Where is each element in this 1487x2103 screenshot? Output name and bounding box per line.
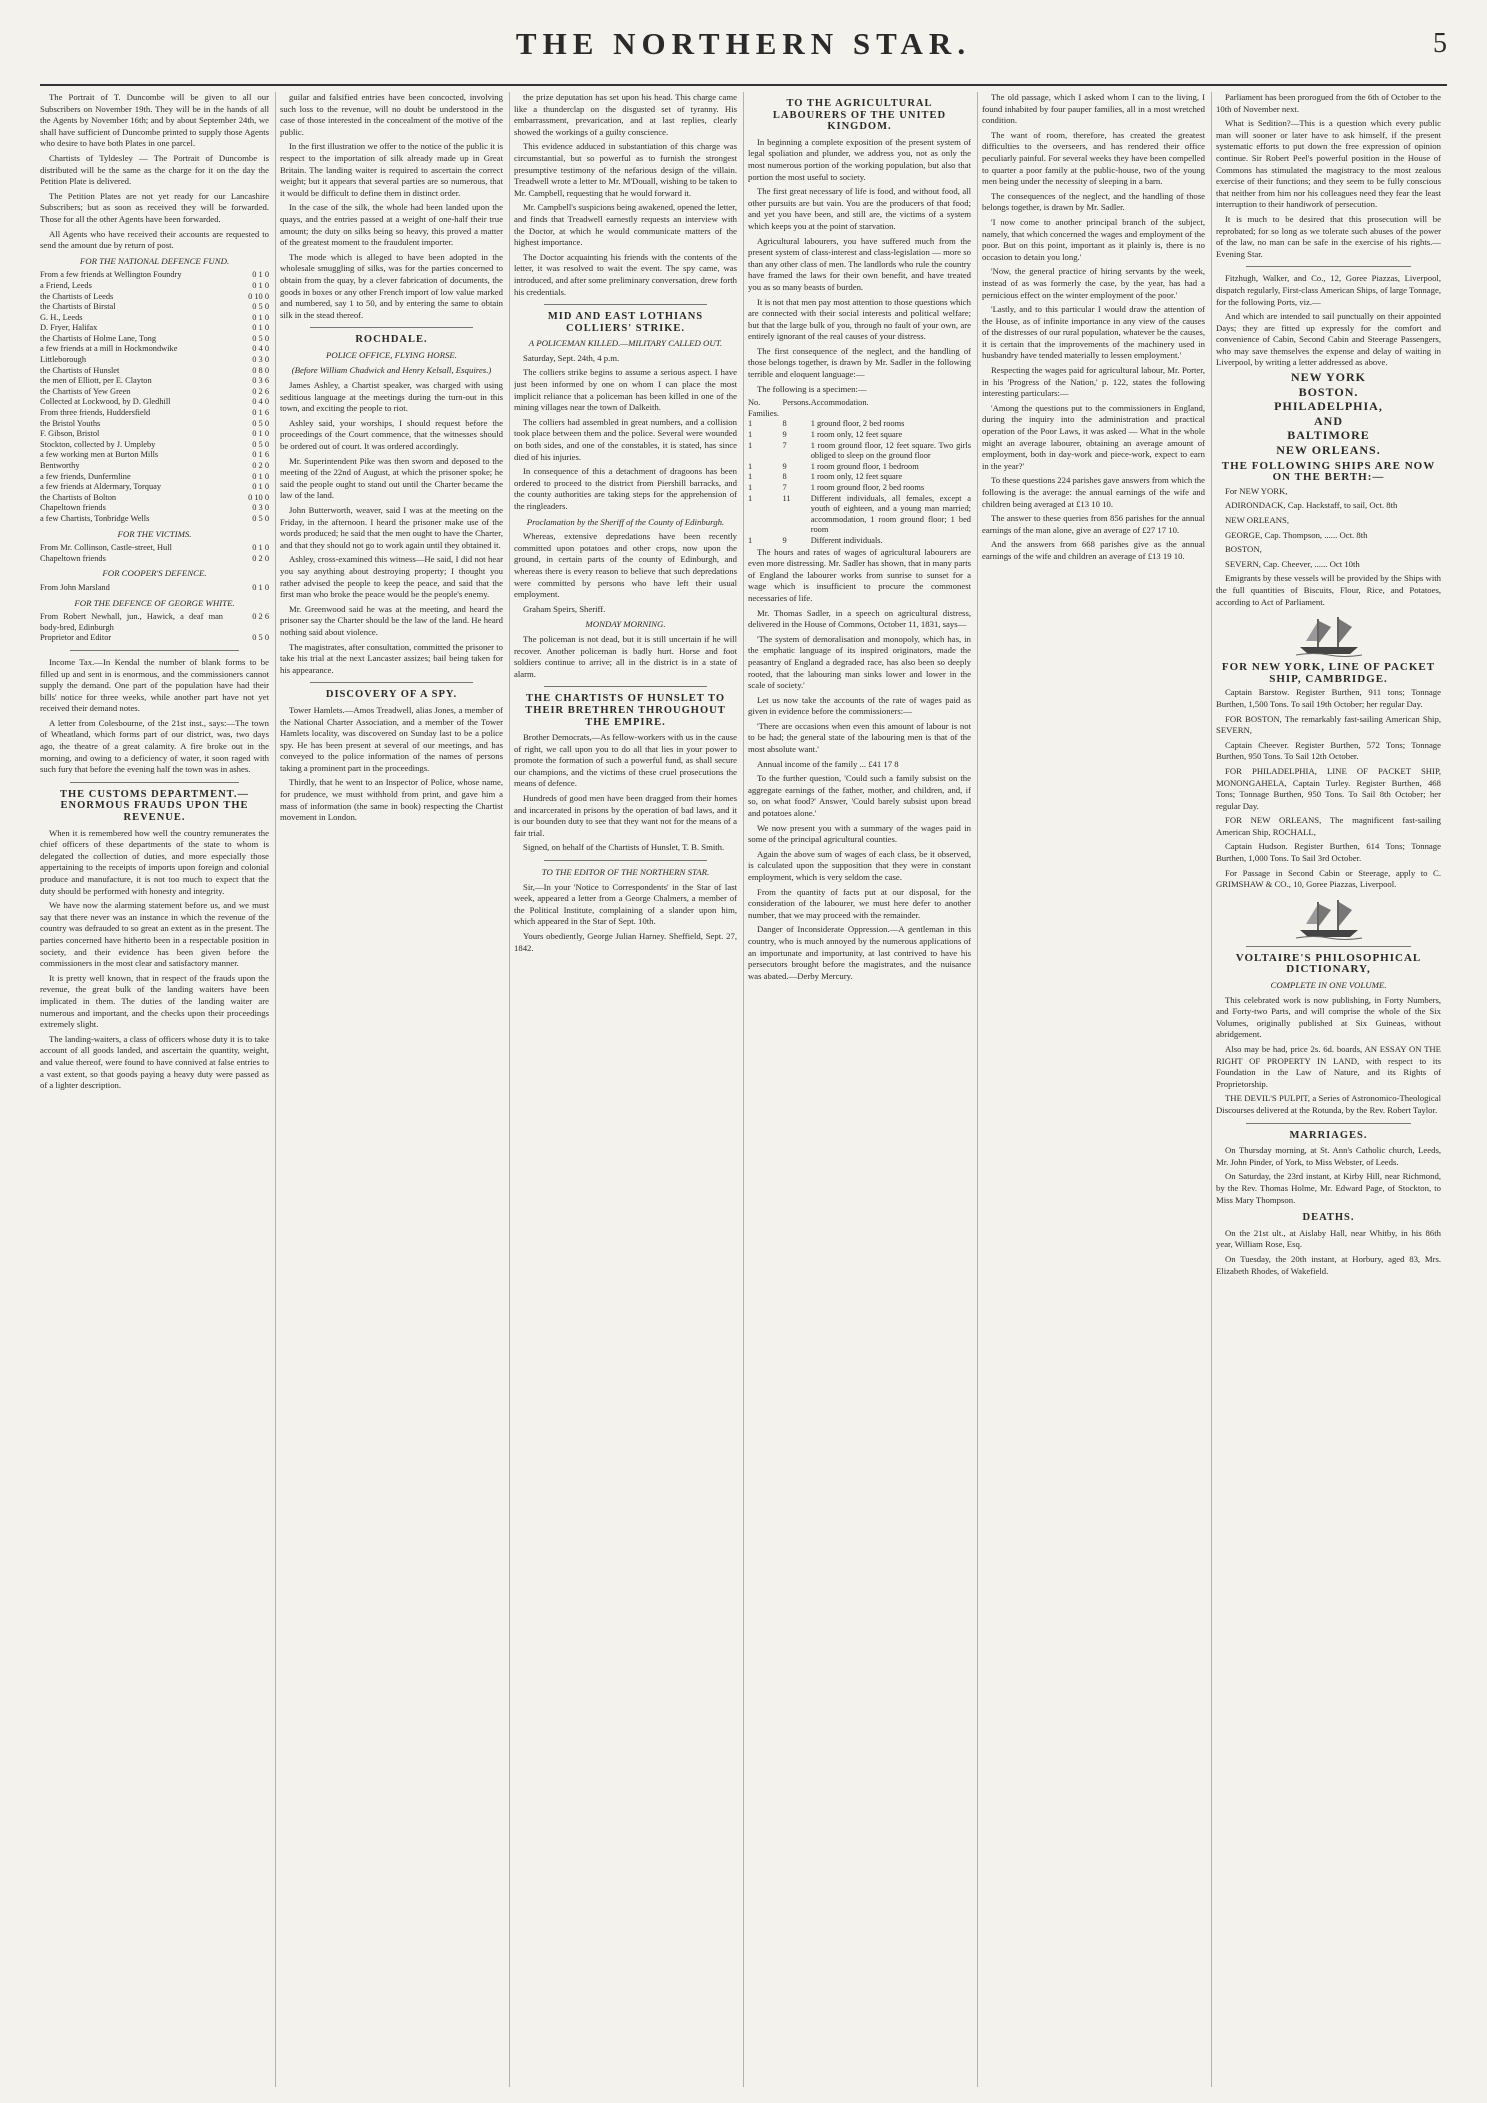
subscription-table (40, 543, 269, 564)
article-paragraph: Hundreds of good men have been dragged from their homes and incarcerated in prisons by the operation of bad laws, and it is our bounden duty to see that they want not for the means of a fair trial. (514, 793, 737, 838)
divider-rule (544, 860, 707, 861)
table-cell: 1 (748, 472, 753, 482)
subscription-row (40, 440, 269, 451)
subscription-amount: 0 1 6 (252, 450, 269, 460)
subscription-amount: 0 5 0 (252, 633, 269, 643)
subscription-amount: 0 5 0 (252, 513, 269, 523)
subscription-amount: 0 2 6 (252, 612, 269, 622)
subscription-row (40, 583, 269, 594)
subscription-row (40, 472, 269, 483)
subscription-row (40, 270, 269, 281)
advert-paragraph: Captain Cheever. Register Burthen, 572 Tons; Tonnage Burthen, 950 Tons. To Sail 12th October. (1216, 739, 1441, 762)
subscription-row (40, 334, 269, 345)
subscription-amount: 0 1 0 (252, 280, 269, 290)
article-paragraph: We now present you with a summary of the wages paid in some of the principal agricultural counties. (748, 822, 971, 845)
victims-title: FOR THE VICTIMS. (117, 528, 192, 539)
table-cell: 9 (782, 430, 787, 440)
notice-paragraph: Chartists of Tyldesley — The Portrait of Duncombe is distributed will be the same as the charge for it on the day the Petition Plate is delivered. (40, 152, 269, 187)
article-paragraph: the prize deputation has set upon his head. This charge came like a thunderclap on the disgusted set of tyranny. His embarrassment, prevarication, and at last replies, clearly showed the workings of a guilty conscience. (514, 92, 737, 137)
fund-title: FOR THE NATIONAL DEFENCE FUND. (79, 255, 230, 266)
port-and: AND (1314, 413, 1343, 428)
article-paragraph: Thirdly, that he went to an Inspector of Police, whose name, for prudence, we must withhold from print, and gave him a mass of information (the same in book) respecting the Chartist movement in London. (280, 777, 503, 823)
subscription-row (40, 461, 269, 472)
subscription-row (40, 633, 269, 644)
ship-listing: ADIRONDACK, Cap. Hackstaff, to sail, Oct. 8th (1225, 500, 1398, 511)
article-paragraph: Ashley said, your worships, I should request before the proceedings of the Court commence, that the witnesses should be ordered out of court. It was ordered accordingly. (280, 417, 503, 452)
columns (40, 92, 1447, 2087)
table-row (748, 483, 971, 494)
subscription-label: a few friends, Dunfermline (40, 471, 131, 481)
subscription-label: the Chartists of Hunslet (40, 365, 120, 375)
subscription-row (40, 543, 269, 554)
lothians-headline: MID AND EAST LOTHIANS COLLIERS' STRIKE. (547, 311, 704, 334)
table-header-cell: No. Families. (748, 398, 779, 418)
subscription-row (40, 429, 269, 440)
subscription-amount: 0 1 0 (252, 482, 269, 492)
subscription-amount: 0 1 0 (252, 471, 269, 481)
article-paragraph: In the case of the silk, the whole had been landed upon the quays, and the entries passed at a weight of one-half their true amount; the duty on silks being so heavy, this proved a matter of the greatest moment to the fraudulent importer. (280, 202, 503, 248)
subscription-amount: 0 2 0 (252, 461, 269, 470)
article-paragraph: The colliers strike begins to assume a serious aspect. I have just been informed by one on whom I can place the most implicit reliance that a policeman has been killed in one of the mining villages near the town of Dalkeith. (514, 367, 737, 413)
monday-title: MONDAY MORNING. (585, 619, 666, 630)
table-header (748, 398, 971, 419)
advert-paragraph: Also may be had, price 2s. 6d. boards, AN ESSAY ON THE RIGHT OF PROPERTY IN LAND, with respect to its Foundation in the Law of Nature, and its Rights of Proprietorship. (1216, 1044, 1441, 1089)
article-paragraph: The first great necessary of life is food, and without food, all other pursuits are but vain. You are the producers of that food; and yet you have been, and still are, the victims of a system which keeps you at the point of starvation. (748, 186, 971, 231)
table-cell: 1 (748, 440, 753, 450)
article-paragraph: Signed, on behalf of the Chartists of Hunslet, T. B. Smith. (523, 842, 725, 853)
port-new-york: NEW YORK (1290, 370, 1366, 385)
table-cell: 1 (748, 419, 753, 429)
subscription-label: F. Gibson, Bristol (40, 429, 100, 439)
subscription-row (40, 302, 269, 313)
notice-paragraph: The Petition Plates are not yet ready for our Lancashire Subscribers; but as soon as received they will be forwarded. Those for all the other Agents have been forwarded. (40, 190, 269, 224)
divider-rule (70, 782, 239, 783)
article-paragraph: What is Sedition?—This is a question which every public man will sooner or later have to ask himself, if the present systematic efforts to put down the free expression of opinion continue. Sir Robert Peel's powerful position in the House of Commons has stimulated the magistracy to the most zealous exercise of their functions; and they seem to be fully conscious that neither from him nor his colleagues need they fear the least interruption to their handiwork of persecution. (1216, 118, 1441, 210)
advert-paragraph: FOR PHILADELPHIA, LINE OF PACKET SHIP, MONONGAHELA, Captain Turley. Register Burthen, 468 Tons; Tonnage Burthen, 950 Tons. To Sail 8th October; her regular Day. (1216, 765, 1441, 811)
article-paragraph: The hours and rates of wages of agricultural labourers are even more distressing. Mr. Sadler has shown, that in many parts of England the labourer works from sunrise to sunset for a wage which is insufficient to procure the commonest necessaries of life. (748, 546, 971, 603)
column-3 (514, 92, 744, 2087)
article-paragraph: Graham Speirs, Sheriff. (523, 603, 606, 614)
subscription-amount: 0 5 0 (252, 302, 269, 312)
subscription-amount: 0 2 0 (252, 553, 269, 563)
subscription-row (40, 408, 269, 419)
article-paragraph: Sir,—In your 'Notice to Correspondents' in the Star of last week, appeared a letter from a George Chalmers, a member of the Political Institute, complaining of a slander upon him, which appeared in the Star of Sept. 10th. (514, 881, 737, 927)
subscription-amount: 0 3 0 (252, 355, 269, 365)
article-paragraph: In beginning a complete exposition of the present system of legal spoliation and plunder, we address you, not as only the most numerous portion of the working population, but also that portion the most useful to society. (748, 136, 971, 182)
table-cell: 1 (748, 430, 753, 440)
notice-paragraph: On the 21st ult., at Aislaby Hall, near Whitby, in his 86th year, William Rose, Esq. (1216, 1227, 1441, 1250)
port-new-orleans: NEW ORLEANS. (1276, 443, 1381, 458)
subscription-row (40, 493, 269, 504)
advert-paragraph: For Passage in Second Cabin or Steerage, apply to C. GRIMSHAW & CO., 10, Goree Piazzas, Liverpool. (1216, 867, 1441, 890)
table-cell: 9 (782, 461, 787, 471)
article-paragraph: guilar and falsified entries have been concocted, involving such loss to the revenue, will no doubt be understood in the case of those interested in the concealment of the motive of the public. (280, 92, 503, 137)
subscription-row (40, 355, 269, 366)
lothians-subhead: A POLICEMAN KILLED.—MILITARY CALLED OUT. (528, 338, 723, 349)
marriages-heading: MARRIAGES. (1289, 1129, 1368, 1141)
subscription-table (40, 612, 269, 644)
subscription-label: Stockton, collected by J. Umpleby (40, 439, 156, 449)
article-paragraph: The landing-waiters, a class of officers whose duty it is to take account of all goods landed, and ascertain the quantity, weight, and value thereof, were found to have connived at false entries to a vast extent, so that goods paying a heavy duty were passed as of a lighter description. (40, 1033, 269, 1091)
subscription-label: D. Fryer, Halifax (40, 323, 98, 333)
ship-engraving-icon (1294, 896, 1364, 940)
advert-paragraph: FOR BOSTON, The remarkably fast-sailing American Ship, SEVERN, (1216, 713, 1441, 736)
subscription-label: From Robert Newhall, jun., Hawick, a deaf man body-bred, Edinburgh (40, 612, 223, 632)
article-paragraph: This evidence adduced in substantiation of this charge was circumstantial, but so powerful as to furnish the strongest presumptive testimony of the nefarious design of the villain. Treadwell wrote a letter to Mr. M'Douall, wishing to be taken to Mr. Campbell, requesting that he would forward it. (514, 141, 737, 198)
subscription-label: From Mr. Collinson, Castle-street, Hull (40, 543, 172, 553)
article-paragraph: In the first illustration we offer to the notice of the public it is respect to the importation of silk already made up in Great Britain. The landing waiter is required to ascertain the correct weight; but it appears that several parties are so numerous, that it would be difficult to define them in distinct order. (280, 141, 503, 198)
article-paragraph: Income Tax.—In Kendal the number of blank forms to be filled up and sent in is enormous, and the commissioners cannot supply the demand. One part of the population have had their bills' notice for three weeks, while another part have not yet received their demand notes. (40, 656, 269, 714)
article-paragraph: 'Now, the general practice of hiring servants by the week, instead of as was formerly the case, by the year, has had a pernicious effect on the winter employment of the poor.' (982, 266, 1205, 300)
ship-listing: NEW ORLEANS, (1225, 515, 1290, 525)
subscription-row (40, 376, 269, 387)
subscription-label: Collected at Lockwood, by D. Gledhill (40, 397, 171, 407)
article-paragraph: And the answers from 668 parishes give as the annual earnings of the wife and children an average of £13 19 10. (982, 539, 1205, 561)
article-paragraph: Agricultural labourers, you have suffered much from the present system of class-interest and class-legislation — more so than any other class of men. The landlords who rule the country have framed the laws for their own benefit, and have treated you as so many beasts of burden. (748, 235, 971, 292)
subscription-row (40, 612, 269, 633)
subscription-label: G. H., Leeds (40, 312, 83, 322)
article-paragraph: 'Lastly, and to this particular I would draw the attention of the House, as of infinite importance in any view of the causes of the distresses of our rural population, whatever be the causes, it is certain that the improvements of the machinery used in husbandry have tended materially to lessen employment.' (982, 304, 1205, 361)
subscription-label: the Chartists of Bolton (40, 492, 117, 502)
article-paragraph: We have now the alarming statement before us, and we must say that there never was an instance in which the revenue of the country was defrauded to so great an extent as in the present. The parties concerned have hitherto been in a respectable position in society, and their evidence has been given before the commissioners in the most clear and satisfactory manner. (40, 900, 269, 969)
table-row (748, 462, 971, 473)
ship-listing: GEORGE, Cap. Thompson, ...... Oct. 8th (1225, 529, 1368, 540)
table-cell: 7 (782, 483, 787, 492)
advert-paragraph: FOR NEW ORLEANS, The magnificent fast-sailing American Ship, ROCHALL, (1216, 815, 1441, 837)
article-paragraph: Brother Democrats,—As fellow-workers with us in the cause of right, we call upon you to do all that lies in your power to promote the formation of such a powerful fund, as shall secure our champions, and the victims of these cruel prosecutions the means of defence. (514, 732, 737, 789)
subscription-label: the Chartists of Yew Green (40, 386, 131, 396)
article-paragraph: The mode which is alleged to have been adopted in the wholesale smuggling of silks, was for the parties concerned to obtain from the quay, by a clever fabrication of documents, the goods in boxes or any other French import of low value marked and numbered, say 1 to 50, and by entering the same to obtain silk in the stead thereof. (280, 251, 503, 320)
subscription-amount: 0 1 0 (252, 543, 269, 553)
ship-engraving-icon (1294, 613, 1364, 657)
table-cell: Different individuals. (810, 535, 883, 545)
subscription-label: a Friend, Leeds (40, 280, 92, 290)
article-paragraph: Saturday, Sept. 24th, 4 p.m. (523, 352, 620, 363)
subscription-label: From a few friends at Wellington Foundry (40, 270, 182, 280)
subscription-amount: 0 10 0 (248, 492, 269, 502)
editor-letter-title: TO THE EDITOR OF THE NORTHERN STAR. (541, 867, 710, 878)
advert-paragraph: Captain Barstow. Register Burthen, 911 tons; Tonnage Burthen, 1,500 Tons. To sail 19th October; her regular Day. (1216, 687, 1441, 709)
article-paragraph: Respecting the wages paid for agricultural labour, Mr. Porter, in his 'Progress of the Nation,' p. 122, states the following interesting particulars:— (982, 365, 1205, 399)
rochdale-subhead: POLICE OFFICE, FLYING HORSE. (325, 349, 458, 360)
subscription-label: Chapeltown friends (40, 503, 106, 513)
table-cell: 1 (748, 535, 753, 545)
subscription-label: the men of Elliott, per E. Clayton (40, 376, 152, 386)
subscription-amount: 0 1 6 (252, 408, 269, 418)
subscription-row (40, 503, 269, 514)
table-row (748, 494, 971, 536)
divider-rule (1246, 946, 1411, 947)
divider-rule (310, 327, 473, 328)
divider-rule (310, 682, 473, 683)
voltaire-subtitle: COMPLETE IN ONE VOLUME. (1270, 980, 1387, 991)
column-6 (1216, 92, 1447, 2087)
article-paragraph: It is much to be desired that this prosecution will be reprobated; for so long as we tolerate such abuses of the power of the law, no man can be safe in the exercise of his rights.—Evening Star. (1216, 213, 1441, 259)
advert-paragraph: Captain Hudson. Register Burthen, 614 Tons; Tonnage Burthen, 1,000 Tons. To Sail 3rd October. (1216, 841, 1441, 864)
subscription-amount: 0 2 6 (252, 386, 269, 396)
article-paragraph: Tower Hamlets.—Amos Treadwell, alias Jones, a member of the National Charter Association, and a member of the Tower Hamlets locality, was discovered on Sunday last to be a police spy. He has been present at several of our meetings, and has conveyed to the police information of the names of persons taking a prominent part in the proceedings. (280, 704, 503, 773)
subscription-amount: 0 1 0 (252, 270, 269, 280)
subscription-row (40, 482, 269, 493)
table-cell: 7 (782, 440, 787, 450)
subscription-row (40, 344, 269, 355)
column-1 (40, 92, 276, 2087)
article-paragraph: A letter from Colesbourne, of the 21st inst., says:—The town of Wheatland, which forms part of our district, was, two days ago, the theatre of a great calamity. A fire broke out in the morning, and owing to a deficiency of water, it soon raged with such fury that before the evening half the town was in ashes. (40, 717, 269, 775)
divider-rule (544, 304, 707, 305)
subscription-row (40, 397, 269, 408)
article-paragraph: The magistrates, after consultation, committed the prisoner to take his trial at the next Lancaster assizes; bail being taken for his appearance. (280, 641, 503, 675)
article-paragraph: The following is a specimen:— (757, 383, 867, 394)
table-cell: Different individuals, all females, except a youth of eighteen, and a young man married; accommodation, 1 room ground floor; 1 bed room (810, 493, 971, 535)
voltaire-title: VOLTAIRE'S PHILOSOPHICAL DICTIONARY, (1235, 951, 1422, 976)
column-2 (280, 92, 510, 2087)
subscription-amount: 0 1 0 (252, 323, 269, 333)
subscription-label: Bentworthy (40, 461, 80, 470)
subscription-label: the Chartists of Holme Lane, Tong (40, 333, 157, 343)
table-cell: 1 room ground floor, 2 bed rooms (810, 483, 925, 492)
coopers-title: FOR COOPER'S DEFENCE. (102, 568, 207, 579)
article-paragraph: Yours obediently, George Julian Harney. Sheffield, Sept. 27, 1842. (514, 931, 737, 953)
subscription-amount: 0 1 0 (252, 312, 269, 322)
rochdale-headline: ROCHDALE. (355, 334, 428, 346)
table-cell: 8 (782, 419, 787, 429)
article-paragraph: Danger of Inconsiderate Oppression.—A gentleman in this country, who is much annoyed by the numerous applications of an importunate and importunity, at last contrived to have his persecutors brought before the magistrates, and the nuisance was abated.—Derby Mercury. (748, 924, 971, 981)
subscription-amount: 0 4 0 (252, 344, 269, 354)
ships-berth-title: THE FOLLOWING SHIPS ARE NOW ON THE BERTH:— (1221, 459, 1436, 484)
article-paragraph: It is pretty well known, that in respect of the frauds upon the revenue, the great bulk of the landing waiters have been implicated in them. The duties of the landing waiter are numerous and important, and the checks upon their proceedings extremely slight. (40, 972, 269, 1030)
article-paragraph: 'I now come to another principal branch of the subject, namely, that which concerned the wages and employment of the poor. But on this point, important as it plainly is, there is no occasion to detain you long.' (982, 216, 1205, 262)
table-cell: 1 (748, 493, 753, 503)
article-paragraph: The colliers had assembled in great numbers, and a collision took place between them and the police. Several were wounded on both sides, and one of the constables, it is stated, has since died of his injuries. (514, 416, 737, 462)
subscription-label: the Bristol Youths (40, 418, 101, 428)
advert-paragraph: THE DEVIL'S PULPIT, a Series of Astronomico-Theological Discourses delivered at the Rotunda, by the Rev. Robert Taylor. (1216, 1093, 1441, 1115)
column-4 (748, 92, 978, 2087)
subscription-amount: 0 5 0 (252, 333, 269, 343)
subscription-row (40, 419, 269, 430)
subscription-amount: 0 10 0 (248, 291, 269, 301)
page-number: 5 (1433, 28, 1447, 59)
advert-paragraph: This celebrated work is now publishing, in Forty Numbers, and Forty-two Parts, and will comprise the whole of the Six Volumes, originally published at Six Guineas, without abridgement. (1216, 994, 1441, 1040)
article-paragraph: Whereas, extensive depredations have been recently committed upon potatoes and other crops, now upon the ground, in certain parts of the county of Edinburgh, and whereas there is every reason to believe that such depredations were committed by persons who have left their usual employment. (514, 531, 737, 600)
notice-paragraph: On Saturday, the 23rd instant, at Kirby Hill, near Richmond, by the Rev. Thomas Holme, Mr. Edward Page, of Stockton, to Miss Mary Thompson. (1216, 1171, 1441, 1205)
subscription-amount: 0 5 0 (252, 439, 269, 449)
table-cell: 1 room only, 12 feet square (810, 472, 903, 482)
subscription-amount: 0 4 0 (252, 397, 269, 407)
table-cell: 1 ground floor, 2 bed rooms (810, 419, 905, 429)
subscription-label: From three friends, Huddersfield (40, 408, 151, 418)
divider-rule (70, 650, 239, 651)
article-paragraph: The Doctor acquainting his friends with the contents of the letter, it was resolved to wait the event. The spy came, was introduced, and after some preliminary conversation, drew forth his credentials. (514, 251, 737, 297)
subscription-amount: 0 3 6 (252, 376, 269, 386)
article-paragraph: To the further question, 'Could such a family subsist on the aggregate earnings of the father, mother, and children, and, if so, on what food?' Answer, 'Could barely subsist upon bread and potatoes alone.' (748, 773, 971, 819)
ship-listing: Emigrants by these vessels will be provided by the Ships with the full quantities of Biscuits, Flour, Rice, and Potatoes, according to Act of Parliament. (1216, 573, 1441, 607)
advert-paragraph: Fitzhugh, Walker, and Co., 12, Goree Piazzas, Liverpool, dispatch regularly, First-class American Ships, of large Tonnage, for the following Ports, viz.— (1216, 273, 1441, 307)
table-row (748, 472, 971, 483)
article-paragraph: James Ashley, a Chartist speaker, was charged with using seditious language at the meetings during the turn-out in this town, and exciting the people to riot. (280, 380, 503, 414)
article-paragraph: From the quantity of facts put at our disposal, for the consideration of the labourer, we must here defer to another number, that we may proceed with the remainder. (748, 886, 971, 920)
table-cell: 8 (782, 472, 787, 482)
column-5 (982, 92, 1212, 2087)
subscription-amount: 0 5 0 (252, 418, 269, 428)
table-row (748, 430, 971, 441)
defence-title: FOR THE DEFENCE OF GEORGE WHITE. (74, 597, 235, 608)
subscription-row (40, 366, 269, 377)
notice-paragraph: All Agents who have received their accounts are requested to send the amount due by return of post. (40, 228, 269, 251)
table-row (748, 419, 971, 430)
subscription-label: a few Chartists, Tonbridge Wells (40, 513, 150, 523)
packet-line-title: FOR NEW YORK, LINE OF PACKET SHIP, CAMBRIDGE. (1221, 661, 1436, 685)
article-paragraph: The policeman is not dead, but it is still uncertain if he will recover. Another policeman is badly hurt. Horse and foot soldiers continue to arrive; all in the district is in a state of alarm. (514, 633, 737, 679)
subscription-label: the Chartists of Birstal (40, 302, 116, 312)
article-paragraph: To these questions 224 parishes gave answers from which the following is the average: the annual earnings of the wife and children being averaged at £13 10 10. (982, 475, 1205, 509)
proclamation-title: Proclamation by the Sheriff of the County of Edinburgh. (526, 516, 725, 527)
article-paragraph: Mr. Greenwood said he was at the meeting, and heard the prisoner say the Charter should be the law of the land. He heard nothing said about violence. (280, 603, 503, 637)
subscription-amount: 0 1 0 (252, 429, 269, 439)
subscription-label: a few friends at Aldermary, Torquay (40, 482, 162, 492)
port-philadelphia: PHILADELPHIA, (1274, 399, 1383, 414)
subscription-label: a few friends at a mill in Hockmondwike (40, 344, 178, 354)
article-paragraph: Mr. Campbell's suspicions being awakened, opened the letter, and finds that Treadwell earnestly requests an interview with the Doctor, at which he would communicate matters of the highest importance. (514, 202, 738, 248)
subscription-row (40, 281, 269, 292)
ship-listing: BOSTON, (1225, 544, 1262, 555)
article-paragraph: In consequence of this a detachment of dragoons has been ordered to proceed to the district from Piershill barracks, and the county authorities are taking steps for the apprehension of the ringleaders. (514, 466, 737, 511)
table-cell: 1 room ground floor, 1 bedroom (810, 461, 919, 471)
article-paragraph: 'The system of demoralisation and monopoly, which has, in the emphatic language of its inspired originators, made the peasantry of England a degraded race, has also been so deeply rooted, that the labouring man sinks lower and lower in the scale of society.' (748, 633, 971, 691)
table-cell: 9 (782, 535, 787, 545)
advert-paragraph: And which are intended to sail punctually on their appointed Days; they are fitted up expressly for the comfort and convenience of Cabin, Second Cabin and Steerage Passengers, who may save themselves the expense and delay of waiting in Liverpool, by writing a letter addressed as above. (1216, 311, 1441, 368)
port-boston: BOSTON. (1298, 384, 1359, 399)
customs-headline: THE CUSTOMS DEPARTMENT.—ENORMOUS FRAUDS UPON THE REVENUE. (59, 788, 250, 824)
divider-rule (544, 686, 707, 687)
subscription-row (40, 387, 269, 398)
notice-paragraph: The Portrait of T. Duncombe will be given to all our Subscribers on November 19th. They will be in the hands of all the Agents by November 16th; and by about September 24th, we shall have sufficient of Duncombe printed to supply those Agents who desire to have both Plates in one parcel. (40, 92, 269, 149)
article-paragraph: It is not that men pay most attention to those questions which are connected with their social interests and political welfare; but that the large bulk of you, through no fault of your own, are entirely ignorant of the real causes of your distress. (748, 296, 971, 342)
labourers-headline: TO THE AGRICULTURAL LABOURERS OF THE UNITED KINGDOM. (772, 98, 947, 133)
subscription-label: Chapeltown friends (40, 553, 106, 563)
subscription-label: the Chartists of Leeds (40, 291, 114, 301)
article-paragraph: John Butterworth, weaver, said I was at the meeting on the Friday, in the afternoon. I heard the prisoner make use of the words produced; he said that the men ought to have the Charter, and that they should not go to work again until they obtained it. (280, 505, 503, 550)
subscription-row (40, 323, 269, 334)
notice-paragraph: On Thursday morning, at St. Ann's Catholic church, Leeds, Mr. John Pinder, of York, to Miss Webster, of Leeds. (1216, 1145, 1441, 1167)
subscription-amount: 0 8 0 (252, 365, 269, 375)
article-paragraph: Mr. Thomas Sadler, in a speech on agricultural distress, delivered in the House of Commons, October 11, 1831, says— (748, 607, 971, 630)
subscription-label: Littleborough (40, 355, 87, 365)
article-paragraph: Let us now take the accounts of the rate of wages paid as given in evidence before the commissioners:— (748, 694, 971, 717)
article-paragraph: Annual income of the family ... £41 17 8 (757, 758, 899, 769)
table-cell: 1 (748, 461, 753, 471)
port-baltimore: BALTIMORE (1287, 428, 1370, 443)
article-paragraph: 'There are occasions when even this amount of labour is not to be had; the general state of the labouring men is that of the most absolute want.' (748, 720, 971, 755)
table-cell: 1 room only, 12 feet square (810, 430, 903, 440)
subscription-table (40, 583, 269, 594)
ship-listing: SEVERN, Cap. Cheever, ...... Oct 10th (1225, 558, 1360, 569)
newspaper-title: THE NORTHERN STAR. (515, 26, 972, 61)
deaths-heading: DEATHS. (1302, 1212, 1355, 1224)
subscription-label: From John Marsland (40, 582, 110, 592)
table-cell: 1 (748, 483, 753, 492)
subscription-amount: 0 3 0 (252, 503, 269, 513)
table-header-cell: Persons. (782, 398, 811, 408)
subscription-table (40, 270, 269, 524)
article-paragraph: The old passage, which I asked whom I can to the living, I found inhabited by four pauper families, all in a most wretched condition. (982, 92, 1205, 126)
ship-listing: For NEW YORK, (1225, 485, 1288, 496)
article-paragraph: 'Among the questions put to the commissioners in England, during the inquiry into the administration and practical operation of the Poor Laws, it was asked — What in the whole might an average labourer, obtaining an average amount of employment, both in day-work and piece-work, expect to earn in the year?' (982, 402, 1205, 471)
table-cell: 1 room ground floor, 12 feet square. Two girls obliged to sleep on the ground floor (810, 440, 971, 461)
spy-headline: DISCOVERY OF A SPY. (325, 689, 458, 701)
article-paragraph: The consequences of the neglect, and the handling of those belongs together, is drawn by Mr. Sadler. (982, 190, 1205, 213)
subscription-label: Proprietor and Editor (40, 633, 112, 643)
subscription-label: a few working men at Burton Mills (40, 450, 159, 460)
article-paragraph: The answer to these queries from 856 parishes for the annual earnings of the man alone, give an average of £27 17 10. (982, 513, 1205, 535)
table-row (748, 441, 971, 462)
subscription-amount: 0 1 0 (252, 582, 269, 592)
table-cell: 11 (782, 493, 791, 503)
subscription-row (40, 450, 269, 461)
divider-rule (1246, 1123, 1411, 1124)
rochdale-bench: (Before William Chadwick and Henry Kelsall, Esquires.) (291, 365, 492, 376)
hunslet-headline: THE CHARTISTS OF HUNSLET TO THEIR BRETHREN THROUGHOUT THE EMPIRE. (525, 693, 726, 728)
table-header-cell: Accommodation. (810, 398, 869, 408)
article-paragraph: Mr. Superintendent Pike was then sworn and deposed to the meeting of the 22nd of August, at which the prisoner spoke; he said the people ought to stand out until the Charter became the law of the land. (280, 455, 503, 501)
article-paragraph: The first consequence of the neglect, and the handling of those belongs together, is drawn by Mr. Sadler in the following terrible and eloquent language:— (748, 345, 971, 380)
table-row (748, 536, 971, 547)
divider-rule (1246, 266, 1411, 267)
subscription-row (40, 313, 269, 324)
subscription-row (40, 514, 269, 525)
subscription-row (40, 554, 269, 565)
accommodation-table (748, 398, 971, 546)
subscription-row (40, 292, 269, 303)
article-paragraph: Ashley, cross-examined this witness—He said, I did not hear you say anything about destroying property; I thought you rather advised the people to keep the peace, and said that the first man who broke the peace would be the people's enemy. (280, 554, 503, 600)
article-paragraph: Again the above sum of wages of each class, be it observed, is calculated upon the supposition that they were in constant employment, which is very seldom the case. (748, 848, 971, 882)
article-paragraph: Parliament has been prorogued from the 6th of October to the 10th of November next. (1216, 92, 1441, 114)
article-paragraph: The want of room, therefore, has created the greatest difficulties to the overseers, and has rendered their office peculiarly painful. For several weeks they have been compelled to quarter a poor family at the public-house, two of the young men being under the necessity of sleeping in a barn. (982, 129, 1205, 187)
masthead (40, 20, 1447, 86)
notice-paragraph: On Tuesday, the 20th instant, at Horbury, aged 83, Mrs. Elizabeth Rhodes, of Wakefield. (1216, 1253, 1441, 1276)
article-paragraph: When it is remembered how well the country remunerates the chief officers of these departments of the state to whom is delegated the collection of duties, and more especially those appertaining to the receipts of imports upon foreign and colonial produce and manufacture, it is not too much to expect that the duty should be performed with honesty and integrity. (40, 827, 269, 896)
